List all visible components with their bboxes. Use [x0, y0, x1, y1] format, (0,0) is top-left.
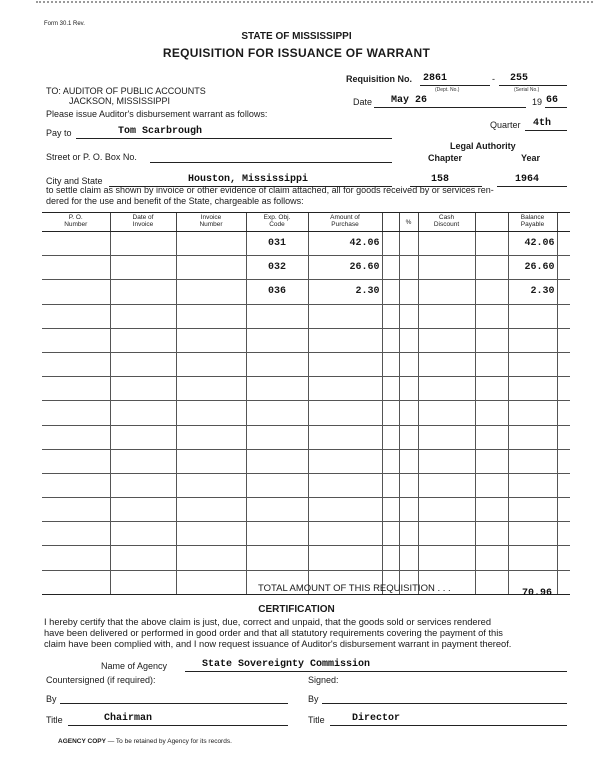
percent-cell[interactable]: [399, 546, 418, 570]
discount-cents-cell[interactable]: [475, 425, 508, 449]
po-number-cell[interactable]: [42, 546, 110, 570]
chapter-label: Chapter: [428, 153, 463, 163]
footer-text: — To be retained by Agency for its records.: [105, 738, 232, 745]
signed-by-label: By: [308, 694, 319, 704]
countersigned-by-line[interactable]: [60, 703, 288, 704]
col-amount-of-purchase: Amount of Purchase: [308, 213, 382, 232]
col-balance-payable: Balance Payable: [508, 213, 557, 232]
invoice-date-cell[interactable]: [110, 232, 176, 256]
cash-discount-cell[interactable]: [418, 473, 475, 497]
signed-title-line: [330, 725, 567, 726]
balance-payable-cell[interactable]: 2.30: [508, 280, 557, 304]
amount-of-purchase-cell[interactable]: [308, 352, 382, 376]
quarter-label: Quarter: [490, 120, 521, 130]
settle-text-2: dered for the use and benefit of the State, chargeable as follows:: [46, 196, 304, 206]
po-number-cell[interactable]: [42, 570, 110, 594]
invoice-number-cell[interactable]: [176, 473, 246, 497]
serial-no-caption: (Serial No.): [514, 87, 540, 93]
discount-cents-cell[interactable]: [475, 522, 508, 546]
amount-cents-cell[interactable]: [382, 546, 399, 570]
col-amount-cents: [382, 213, 399, 232]
cash-discount-cell[interactable]: [418, 377, 475, 401]
footer-note: [58, 738, 232, 745]
certification-title: CERTIFICATION: [258, 604, 335, 615]
table-row: [42, 256, 570, 280]
discount-cents-cell[interactable]: [475, 546, 508, 570]
discount-cents-cell[interactable]: [475, 377, 508, 401]
exp-obj-code-cell[interactable]: 031: [246, 232, 308, 256]
date-label: Date: [353, 97, 373, 107]
percent-cell[interactable]: [399, 449, 418, 473]
certification-line-3: claim have been complied with, and I now request issuance of Auditor's disbursement warrant in payment thereof.: [44, 639, 512, 649]
invoice-number-cell[interactable]: [176, 401, 246, 425]
amount-cents-cell[interactable]: [382, 473, 399, 497]
invoice-number-cell[interactable]: [176, 522, 246, 546]
certification-line-1: I hereby certify that the above claim is just, due, correct and unpaid, that the goods sold or services rendered: [44, 617, 492, 627]
balance-cents-cell[interactable]: [557, 570, 570, 594]
cash-discount-cell[interactable]: [418, 401, 475, 425]
balance-cents-cell[interactable]: [557, 232, 570, 256]
balance-payable-cell[interactable]: 26.60: [508, 256, 557, 280]
invoice-number-cell[interactable]: [176, 546, 246, 570]
invoice-number-cell[interactable]: [176, 328, 246, 352]
balance-payable-cell[interactable]: [508, 473, 557, 497]
cash-discount-cell[interactable]: [418, 449, 475, 473]
pay-to-value[interactable]: Tom Scarbrough: [118, 126, 203, 137]
to-line-1: TO: AUDITOR OF PUBLIC ACCOUNTS: [46, 86, 206, 96]
amount-of-purchase-cell[interactable]: [308, 401, 382, 425]
invoice-date-cell[interactable]: [110, 570, 176, 594]
street-line: [150, 162, 392, 163]
amount-of-purchase-cell[interactable]: [308, 328, 382, 352]
amount-cents-cell[interactable]: [382, 232, 399, 256]
agency-name-value[interactable]: State Sovereignty Commission: [202, 659, 371, 670]
table-row: [42, 473, 570, 497]
invoice-date-cell[interactable]: [110, 280, 176, 304]
to-line-2: JACKSON, MISSISSIPPI: [69, 96, 171, 106]
year-prefix: 19: [532, 97, 543, 107]
countersigned-by-label: By: [46, 694, 57, 704]
invoice-date-cell[interactable]: [110, 473, 176, 497]
signed-title-value[interactable]: Director: [352, 713, 401, 724]
amount-cents-cell[interactable]: [382, 328, 399, 352]
percent-cell[interactable]: [399, 401, 418, 425]
po-number-cell[interactable]: [42, 328, 110, 352]
balance-cents-cell[interactable]: [557, 377, 570, 401]
exp-obj-code-cell[interactable]: [246, 401, 308, 425]
exp-obj-code-cell[interactable]: [246, 304, 308, 328]
invoice-number-cell[interactable]: [176, 280, 246, 304]
percent-cell[interactable]: [399, 377, 418, 401]
form-title: REQUISITION FOR ISSUANCE OF WARRANT: [162, 46, 431, 60]
balance-payable-cell[interactable]: [508, 449, 557, 473]
percent-cell[interactable]: [399, 280, 418, 304]
po-number-cell[interactable]: [42, 449, 110, 473]
exp-obj-code-cell[interactable]: 032: [246, 256, 308, 280]
cash-discount-cell[interactable]: [418, 498, 475, 522]
perforation-line: [36, 1, 593, 3]
authority-year-value[interactable]: 1964: [515, 174, 540, 185]
year-label: Year: [521, 153, 541, 163]
po-number-cell[interactable]: [42, 304, 110, 328]
pay-to-label: Pay to: [46, 128, 72, 138]
balance-payable-cell[interactable]: [508, 328, 557, 352]
amount-of-purchase-cell[interactable]: [308, 473, 382, 497]
balance-cents-cell[interactable]: [557, 401, 570, 425]
year-line: [545, 107, 567, 108]
discount-cents-cell[interactable]: [475, 498, 508, 522]
invoice-date-cell[interactable]: [110, 401, 176, 425]
city-value[interactable]: Houston, Mississippi: [188, 174, 309, 185]
quarter-value[interactable]: 4th: [533, 118, 552, 129]
table-row: [42, 449, 570, 473]
percent-cell[interactable]: [399, 304, 418, 328]
discount-cents-cell[interactable]: [475, 473, 508, 497]
po-number-cell[interactable]: [42, 377, 110, 401]
po-number-cell[interactable]: [42, 280, 110, 304]
percent-cell[interactable]: [399, 425, 418, 449]
balance-payable-cell[interactable]: [508, 425, 557, 449]
balance-cents-cell[interactable]: [557, 449, 570, 473]
balance-payable-cell[interactable]: [508, 352, 557, 376]
agency-name-line: [185, 671, 567, 672]
form-number: Form 30.1 Rev.: [44, 21, 85, 27]
invoice-date-cell[interactable]: [110, 352, 176, 376]
exp-obj-code-cell[interactable]: [246, 498, 308, 522]
cash-discount-cell[interactable]: [418, 425, 475, 449]
balance-cents-cell[interactable]: [557, 498, 570, 522]
col-balance-cents: [557, 213, 570, 232]
balance-payable-cell[interactable]: [508, 377, 557, 401]
invoice-date-cell[interactable]: [110, 304, 176, 328]
table-row: [42, 232, 570, 256]
percent-cell[interactable]: [399, 498, 418, 522]
table-row: [42, 546, 570, 570]
po-number-cell[interactable]: [42, 473, 110, 497]
amount-of-purchase-cell[interactable]: 42.06: [308, 232, 382, 256]
settle-text-1: to settle claim as shown by invoice or other evidence of claim attached, all for goods received by or services ren-: [46, 185, 494, 195]
authority-year-line: [497, 186, 567, 187]
amount-of-purchase-cell[interactable]: [308, 522, 382, 546]
po-number-cell[interactable]: [42, 352, 110, 376]
cash-discount-cell[interactable]: [418, 280, 475, 304]
exp-obj-code-cell[interactable]: [246, 522, 308, 546]
balance-cents-cell[interactable]: [557, 425, 570, 449]
amount-cents-cell[interactable]: [382, 304, 399, 328]
cash-discount-cell[interactable]: [418, 352, 475, 376]
percent-cell[interactable]: [399, 352, 418, 376]
total-label: TOTAL AMOUNT OF THIS REQUISITION . . .: [258, 583, 451, 594]
balance-payable-cell[interactable]: [508, 546, 557, 570]
invoice-date-cell[interactable]: [110, 522, 176, 546]
percent-cell[interactable]: [399, 256, 418, 280]
po-number-cell[interactable]: [42, 232, 110, 256]
signed-title-label: Title: [308, 715, 325, 725]
signed-by-line[interactable]: [322, 703, 567, 704]
balance-cents-cell[interactable]: [557, 328, 570, 352]
exp-obj-code-cell[interactable]: 036: [246, 280, 308, 304]
balance-cents-cell[interactable]: [557, 473, 570, 497]
invoice-date-cell[interactable]: [110, 377, 176, 401]
invoice-number-cell[interactable]: [176, 232, 246, 256]
legal-authority-title: Legal Authority: [450, 141, 516, 151]
amount-cents-cell[interactable]: [382, 425, 399, 449]
invoice-number-cell[interactable]: [176, 498, 246, 522]
exp-obj-code-cell[interactable]: [246, 546, 308, 570]
dept-no-caption: (Dept. No.): [435, 87, 460, 93]
table-row: [42, 328, 570, 352]
year-value[interactable]: 66: [546, 95, 559, 106]
balance-cents-cell[interactable]: [557, 256, 570, 280]
table-row: [42, 304, 570, 328]
po-number-cell[interactable]: [42, 498, 110, 522]
percent-cell[interactable]: [399, 522, 418, 546]
discount-cents-cell[interactable]: [475, 256, 508, 280]
exp-obj-code-cell[interactable]: [246, 377, 308, 401]
amount-of-purchase-cell[interactable]: [308, 425, 382, 449]
countersigned-title-label: Title: [46, 715, 63, 725]
discount-cents-cell[interactable]: [475, 304, 508, 328]
table-row: [42, 377, 570, 401]
balance-payable-cell[interactable]: [508, 401, 557, 425]
discount-cents-cell[interactable]: [475, 280, 508, 304]
city-label: City and State: [46, 176, 103, 186]
invoice-date-cell[interactable]: [110, 546, 176, 570]
invoice-date-cell[interactable]: [110, 498, 176, 522]
balance-cents-cell[interactable]: [557, 546, 570, 570]
po-number-cell[interactable]: [42, 425, 110, 449]
exp-obj-code-cell[interactable]: [246, 425, 308, 449]
invoice-date-cell[interactable]: [110, 256, 176, 280]
balance-payable-cell[interactable]: [508, 498, 557, 522]
percent-cell[interactable]: [399, 328, 418, 352]
amount-cents-cell[interactable]: [382, 449, 399, 473]
balance-cents-cell[interactable]: [557, 280, 570, 304]
po-number-cell[interactable]: [42, 522, 110, 546]
balance-cents-cell[interactable]: [557, 304, 570, 328]
col-po-number: P. O. Number: [42, 213, 110, 232]
amount-cents-cell[interactable]: [382, 280, 399, 304]
invoice-date-cell[interactable]: [110, 449, 176, 473]
discount-cents-cell[interactable]: [475, 232, 508, 256]
table-row: [42, 522, 570, 546]
certification-line-2: have been delivered or performed in good order and that all statutory requirements covering the payment of this: [44, 628, 503, 638]
percent-cell[interactable]: [399, 232, 418, 256]
discount-cents-cell[interactable]: [475, 352, 508, 376]
col-exp-obj-code: Exp. Obj. Code: [246, 213, 308, 232]
po-number-cell[interactable]: [42, 256, 110, 280]
cash-discount-cell[interactable]: [418, 546, 475, 570]
dept-no-line: [420, 85, 490, 86]
discount-cents-cell[interactable]: [475, 401, 508, 425]
table-row: [42, 401, 570, 425]
po-number-cell[interactable]: [42, 401, 110, 425]
signed-label: Signed:: [308, 675, 339, 685]
quarter-line: [525, 130, 567, 131]
table-header: [42, 213, 570, 232]
cash-discount-cell[interactable]: [418, 304, 475, 328]
amount-cents-cell[interactable]: [382, 401, 399, 425]
col-cash-discount: Cash Discount: [418, 213, 475, 232]
cash-discount-cell[interactable]: [418, 256, 475, 280]
balance-cents-cell[interactable]: [557, 352, 570, 376]
col-invoice-number: Invoice Number: [176, 213, 246, 232]
chapter-value[interactable]: 158: [431, 174, 450, 185]
serial-no-value[interactable]: 255: [510, 73, 529, 84]
agency-name-label: Name of Agency: [101, 661, 168, 671]
col-discount-cents: [475, 213, 508, 232]
total-line: [472, 594, 570, 595]
exp-obj-code-cell[interactable]: [246, 449, 308, 473]
balance-cents-cell[interactable]: [557, 522, 570, 546]
total-value[interactable]: 70.96: [522, 588, 553, 599]
table-row: [42, 352, 570, 376]
table-row: [42, 280, 570, 304]
exp-obj-code-cell[interactable]: [246, 328, 308, 352]
cash-discount-cell[interactable]: [418, 328, 475, 352]
amount-cents-cell[interactable]: [382, 352, 399, 376]
amount-of-purchase-cell[interactable]: [308, 546, 382, 570]
invoice-date-cell[interactable]: [110, 425, 176, 449]
countersigned-title-value[interactable]: Chairman: [104, 713, 153, 724]
discount-cents-cell[interactable]: [475, 570, 508, 594]
balance-payable-cell[interactable]: 42.06: [508, 232, 557, 256]
cash-discount-cell[interactable]: [418, 232, 475, 256]
claim-table: [42, 212, 570, 595]
amount-of-purchase-cell[interactable]: [308, 377, 382, 401]
date-line: [374, 107, 526, 108]
amount-cents-cell[interactable]: [382, 256, 399, 280]
street-label: Street or P. O. Box No.: [46, 152, 137, 162]
countersigned-label: Countersigned (if required):: [46, 675, 156, 685]
amount-of-purchase-cell[interactable]: [308, 498, 382, 522]
table-row: [42, 425, 570, 449]
percent-cell[interactable]: [399, 473, 418, 497]
amount-of-purchase-cell[interactable]: [308, 304, 382, 328]
date-value[interactable]: May 26: [391, 95, 428, 106]
invoice-number-cell[interactable]: [176, 352, 246, 376]
to-line-3: Please issue Auditor's disbursement warrant as follows:: [46, 109, 268, 119]
exp-obj-code-cell[interactable]: [246, 473, 308, 497]
invoice-date-cell[interactable]: [110, 328, 176, 352]
dept-no-value[interactable]: 2861: [423, 73, 448, 84]
discount-cents-cell[interactable]: [475, 328, 508, 352]
table-row: [42, 498, 570, 522]
invoice-number-cell[interactable]: [176, 425, 246, 449]
amount-cents-cell[interactable]: [382, 498, 399, 522]
discount-cents-cell[interactable]: [475, 449, 508, 473]
balance-payable-cell[interactable]: [508, 522, 557, 546]
pay-to-line: [76, 138, 392, 139]
amount-of-purchase-cell[interactable]: [308, 449, 382, 473]
invoice-number-cell[interactable]: [176, 377, 246, 401]
invoice-number-cell[interactable]: [176, 304, 246, 328]
amount-of-purchase-cell[interactable]: 26.60: [308, 256, 382, 280]
footer-agency-copy: AGENCY COPY: [58, 738, 106, 745]
col-percent: %: [399, 213, 418, 232]
cash-discount-cell[interactable]: [418, 522, 475, 546]
countersigned-title-line: [68, 725, 288, 726]
invoice-number-cell[interactable]: [176, 449, 246, 473]
invoice-number-cell[interactable]: [176, 256, 246, 280]
col-date-of-invoice: Date of Invoice: [110, 213, 176, 232]
serial-no-line: [499, 85, 567, 86]
state-title: STATE OF MISSISSIPPI: [241, 31, 352, 42]
amount-cents-cell[interactable]: [382, 377, 399, 401]
balance-payable-cell[interactable]: [508, 304, 557, 328]
exp-obj-code-cell[interactable]: [246, 352, 308, 376]
amount-cents-cell[interactable]: [382, 522, 399, 546]
invoice-number-cell[interactable]: [176, 570, 246, 594]
amount-of-purchase-cell[interactable]: 2.30: [308, 280, 382, 304]
requisition-label: Requisition No.: [346, 74, 412, 84]
